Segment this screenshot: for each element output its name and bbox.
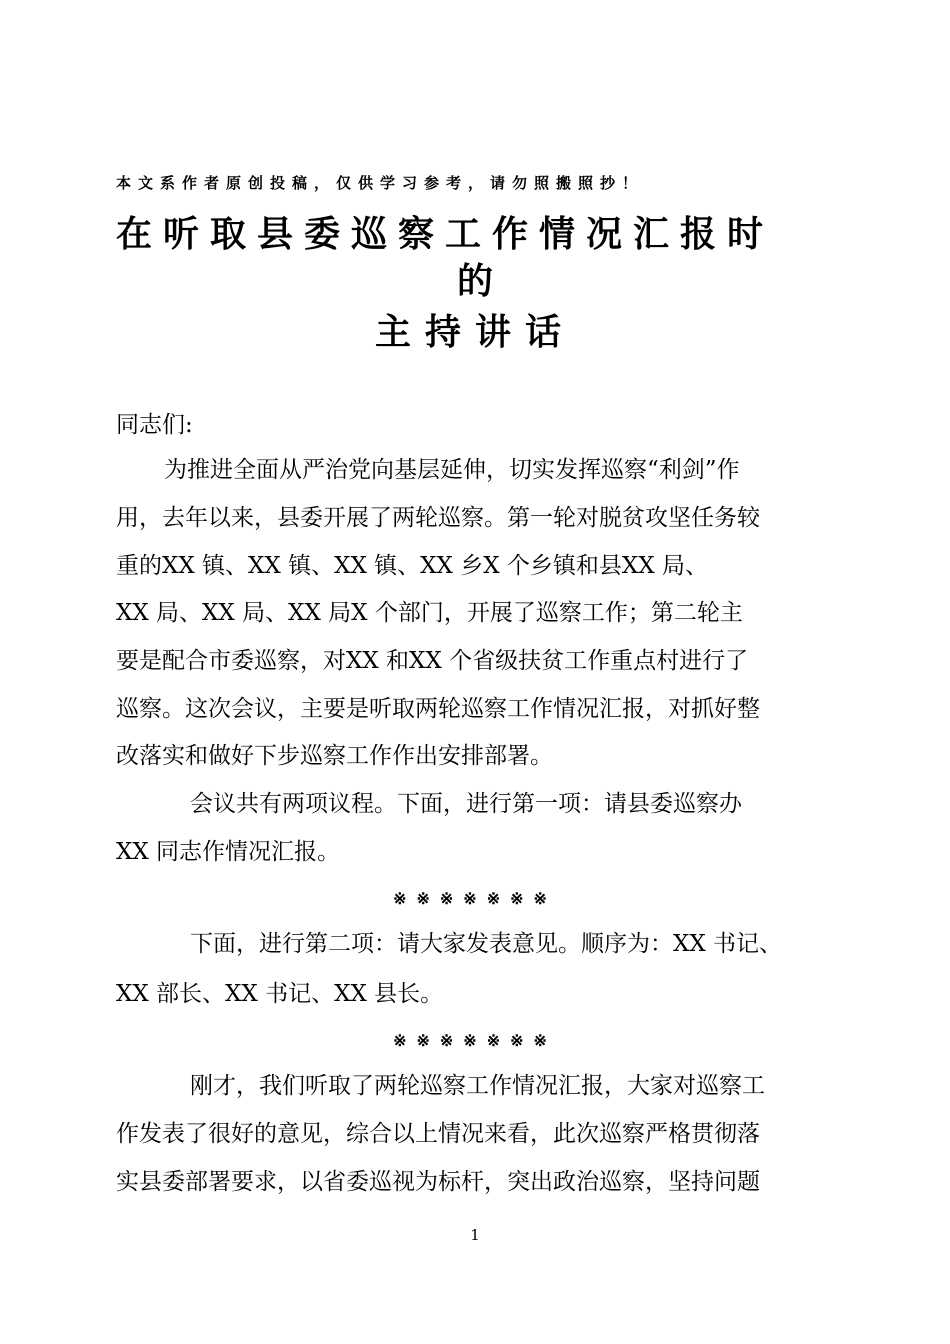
paragraph-line: 为推进全面从严治党向基层延伸，切实发挥巡察“利剑”作 [164, 457, 740, 483]
title-line-1: 在听取县委巡察工作情况汇报时 [116, 213, 775, 255]
copyright-notice: 本文系作者原创投稿，仅供学习参考，请勿照搬照抄！ [116, 174, 645, 192]
section-separator: ※※※※※※※ [393, 889, 557, 908]
paragraph-line: 下面，进行第二项：请大家发表意见。顺序为：XX 书记、 [190, 931, 783, 957]
paragraph-line: 作发表了很好的意见，综合以上情况来看，此次巡察严格贯彻落 [116, 1121, 760, 1147]
paragraph-line: 实县委部署要求，以省委巡视为标杆，突出政治巡察，坚持问题 [116, 1169, 760, 1195]
title-line-2: 的 [456, 260, 493, 302]
paragraph-line: 会议共有两项议程。下面，进行第一项：请县委巡察办 [190, 791, 742, 817]
title-line-3: 主持讲话 [374, 311, 575, 353]
paragraph-line: 巡察。这次会议，主要是听取两轮巡察工作情况汇报，对抓好整 [116, 696, 760, 722]
paragraph-line: 要是配合市委巡察，对XX 和XX 个省级扶贫工作重点村进行了 [116, 648, 749, 674]
section-separator: ※※※※※※※ [393, 1031, 557, 1050]
paragraph-line: 重的XX 镇、XX 镇、XX 镇、XX 乡X 个乡镇和县XX 局、 [116, 553, 708, 579]
paragraph-line: XX 同志作情况汇报。 [116, 839, 341, 865]
paragraph-line: XX 局、XX 局、XX 局X 个部门，开展了巡察工作；第二轮主 [116, 600, 743, 626]
paragraph-line: XX 部长、XX 书记、XX 县长。 [116, 981, 444, 1007]
paragraph-line: 刚才，我们听取了两轮巡察工作情况汇报，大家对巡察工 [190, 1073, 765, 1099]
salutation: 同志们: [116, 412, 193, 438]
paragraph-line: 改落实和做好下步巡察工作作出安排部署。 [116, 743, 553, 769]
page-number: 1 [470, 1226, 480, 1244]
paragraph-line: 用，去年以来，县委开展了两轮巡察。第一轮对脱贫攻坚任务较 [116, 505, 760, 531]
